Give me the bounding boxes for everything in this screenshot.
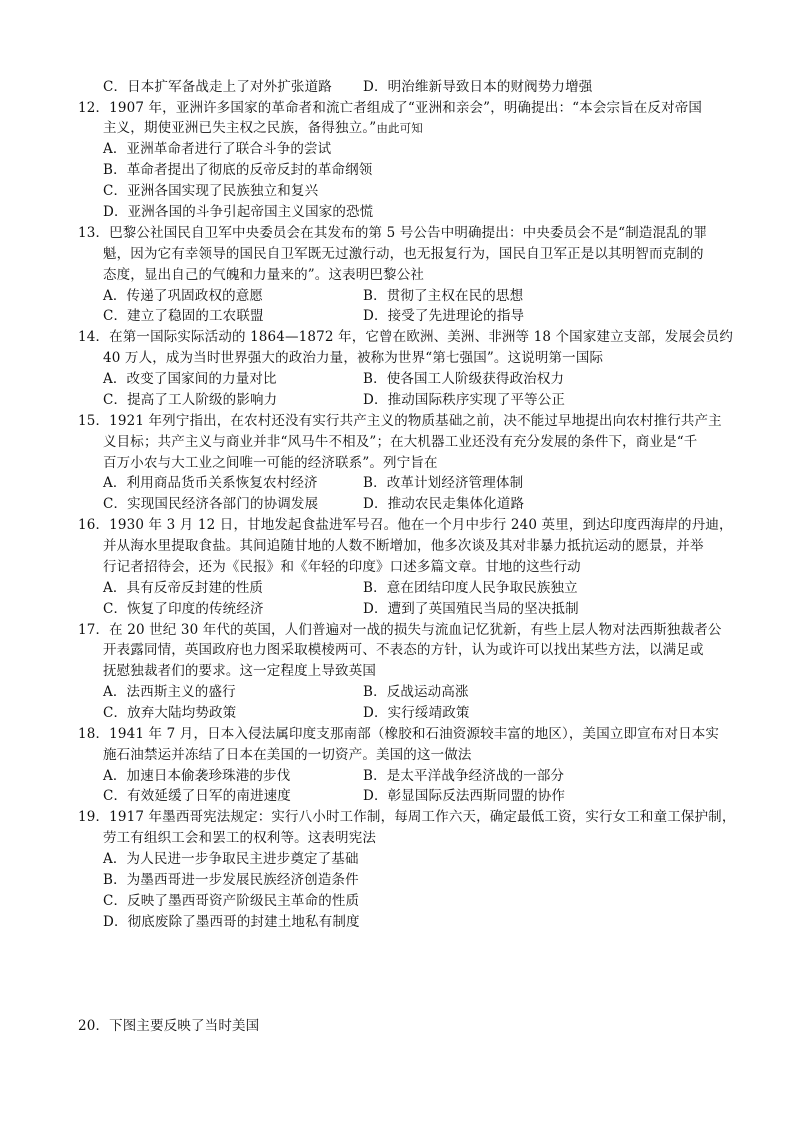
q16-option-d: D．遭到了英国殖民当局的坚决抵制 (363, 601, 579, 617)
q12-stem-line-1: 12．1907 年，亚洲许多国家的革命者和流亡者组成了“亚洲和亲会”，明确提出：“本会宗旨在反对帝国 (78, 100, 703, 116)
q16-stem-line-3: 行记者招待会，还为《民报》和《年轻的印度》口述多篇文章。甘地的这些行动 (103, 559, 581, 575)
q18-option-b: B．是太平洋战争经济战的一部分 (363, 768, 565, 784)
q15-option-a: A．利用商品货币关系恢复农村经济 (103, 475, 318, 491)
q15-stem-line-2: 义目标；共产主义与商业并非“风马牛不相及”；在大机器工业还没有充分发展的条件下，商业是“千 (103, 434, 698, 450)
q15-option-d: D．推动农民走集体化道路 (363, 496, 525, 512)
q12-option-b: B．革命者提出了彻底的反帝反封的革命纲领 (103, 162, 373, 178)
q19-stem-line-2: 劳工有组织工会和罢工的权利等。这表明宪法 (103, 830, 376, 846)
q13-option-b: B．贯彻了主权在民的思想 (363, 288, 524, 304)
q11-option-d: D．明治维新导致日本的财阀势力增强 (363, 79, 593, 95)
q11-option-c: C．日本扩军备战走上了对外扩张道路 (103, 79, 332, 95)
q17-option-d: D．实行绥靖政策 (363, 705, 470, 721)
q13-stem-line-2: 魁，因为它有幸领导的国民自卫军既无过激行动，也无报复行为，国民自卫军正是以其明智而克制的 (103, 246, 704, 262)
q14-stem-line-2: 40 万人，成为当时世界强大的政治力量，被称为世界“第七强国”。这说明第一国际 (103, 350, 604, 366)
q13-option-c: C．建立了稳固的工农联盟 (103, 308, 264, 324)
q15-option-c: C．实现国民经济各部门的协调发展 (103, 496, 319, 512)
q18-stem-line-1: 18．1941 年 7 月，日本入侵法属印度支那南部（橡胶和石油资源较丰富的地区），美国立即宣布对日本实 (78, 726, 720, 742)
q19-option-d: D．彻底废除了墨西哥的封建土地私有制度 (103, 914, 360, 930)
q12-stem-line-2 (103, 118, 423, 138)
q14-option-c: C．提高了工人阶级的影响力 (103, 392, 278, 408)
q19-option-a: A．为人民进一步争取民主进步奠定了基础 (103, 851, 359, 867)
q16-stem-line-2: 并从海水里提取食盐。其间追随甘地的人数不断增加，他多次谈及其对非暴力抵抗运动的愿景，并举 (103, 538, 704, 554)
q14-option-b: B．使各国工人阶级获得政治权力 (363, 371, 565, 387)
q17-option-b: B．反战运动高涨 (363, 684, 469, 700)
q18-stem-line-2: 施石油禁运并冻结了日本在美国的一切资产。美国的这一做法 (103, 747, 472, 763)
q12-option-d: D．亚洲各国的斗争引起帝国主义国家的恐慌 (103, 204, 374, 220)
q13-option-d: D．接受了先进理论的指导 (363, 308, 525, 324)
q13-option-a: A．传递了巩固政权的意愿 (103, 288, 264, 304)
q19-stem-line-1: 19．1917 年墨西哥宪法规定：实行八小时工作制，每周工作六天，确定最低工资，实行女工和童工保护制， (78, 809, 736, 825)
q14-stem-line-1: 14．在第一国际实际活动的 1864—1872 年，它曾在欧洲、美洲、非洲等 18 个国家建立支部，发展会员约 (78, 329, 733, 345)
q17-option-c: C．放弃大陆均势政策 (103, 705, 237, 721)
q12-option-a: A．亚洲革命者进行了联合斗争的尝试 (103, 141, 332, 157)
q12-stem-line-2-tail: 由此可知 (376, 121, 423, 135)
q14-option-d: D．推动国际秩序实现了平等公正 (363, 392, 566, 408)
q16-option-a: A．具有反帝反封建的性质 (103, 580, 264, 596)
q14-option-a: A．改变了国家间的力量对比 (103, 371, 277, 387)
q17-stem-line-1: 17．在 20 世纪 30 年代的英国，人们普遍对一战的损失与流血记忆犹新，有些上层人物对法西斯独裁者公 (78, 622, 722, 638)
q15-stem-line-3: 百万小农与大工业之间唯一可能的经济联系”。列宁旨在 (103, 455, 438, 471)
q18-option-d: D．彰显国际反法西斯同盟的协作 (363, 788, 566, 804)
q15-stem-line-1: 15．1921 年列宁指出，在农村还没有实行共产主义的物质基础之前，决不能过早地提出向农村推行共产主 (78, 413, 722, 429)
q18-option-a: A．加速日本偷袭珍珠港的步伐 (103, 768, 291, 784)
q19-option-b: B．为墨西哥进一步发展民族经济创造条件 (103, 872, 359, 888)
q19-option-c: C．反映了墨西哥资产阶级民主革命的性质 (103, 893, 360, 909)
q16-stem-line-1: 16．1930 年 3 月 12 日，甘地发起食盐进军号召。他在一个月中步行 240 英里，到达印度西海岸的丹迪， (78, 517, 733, 533)
q13-stem-line-3: 态度，显出自己的气魄和力量来的”。这表明巴黎公社 (103, 267, 425, 283)
q20-stem-line-1: 20．下图主要反映了当时美国 (78, 1018, 260, 1034)
q16-option-b: B．意在团结印度人民争取民族独立 (363, 580, 578, 596)
q17-option-a: A．法西斯主义的盛行 (103, 684, 236, 700)
q16-option-c: C．恢复了印度的传统经济 (103, 601, 264, 617)
q12-stem-line-2-main: 主义，期使亚洲已失主权之民族，备得独立。” (103, 120, 377, 136)
q15-option-b: B．改革计划经济管理体制 (363, 475, 524, 491)
q17-stem-line-3: 抚慰独裁者们的要求。这一定程度上导致英国 (103, 663, 376, 679)
q18-option-c: C．有效延缓了日军的南进速度 (103, 788, 291, 804)
q12-option-c: C．亚洲各国实现了民族独立和复兴 (103, 183, 319, 199)
q13-stem-line-1: 13．巴黎公社国民自卫军中央委员会在其发布的第 5 号公告中明确提出：中央委员会不是“制造混乱的罪 (78, 225, 708, 241)
q17-stem-line-2: 开表露同情，英国政府也力图采取模棱两可、不表态的方针，认为或许可以找出某些方法，以满足或 (103, 642, 704, 658)
